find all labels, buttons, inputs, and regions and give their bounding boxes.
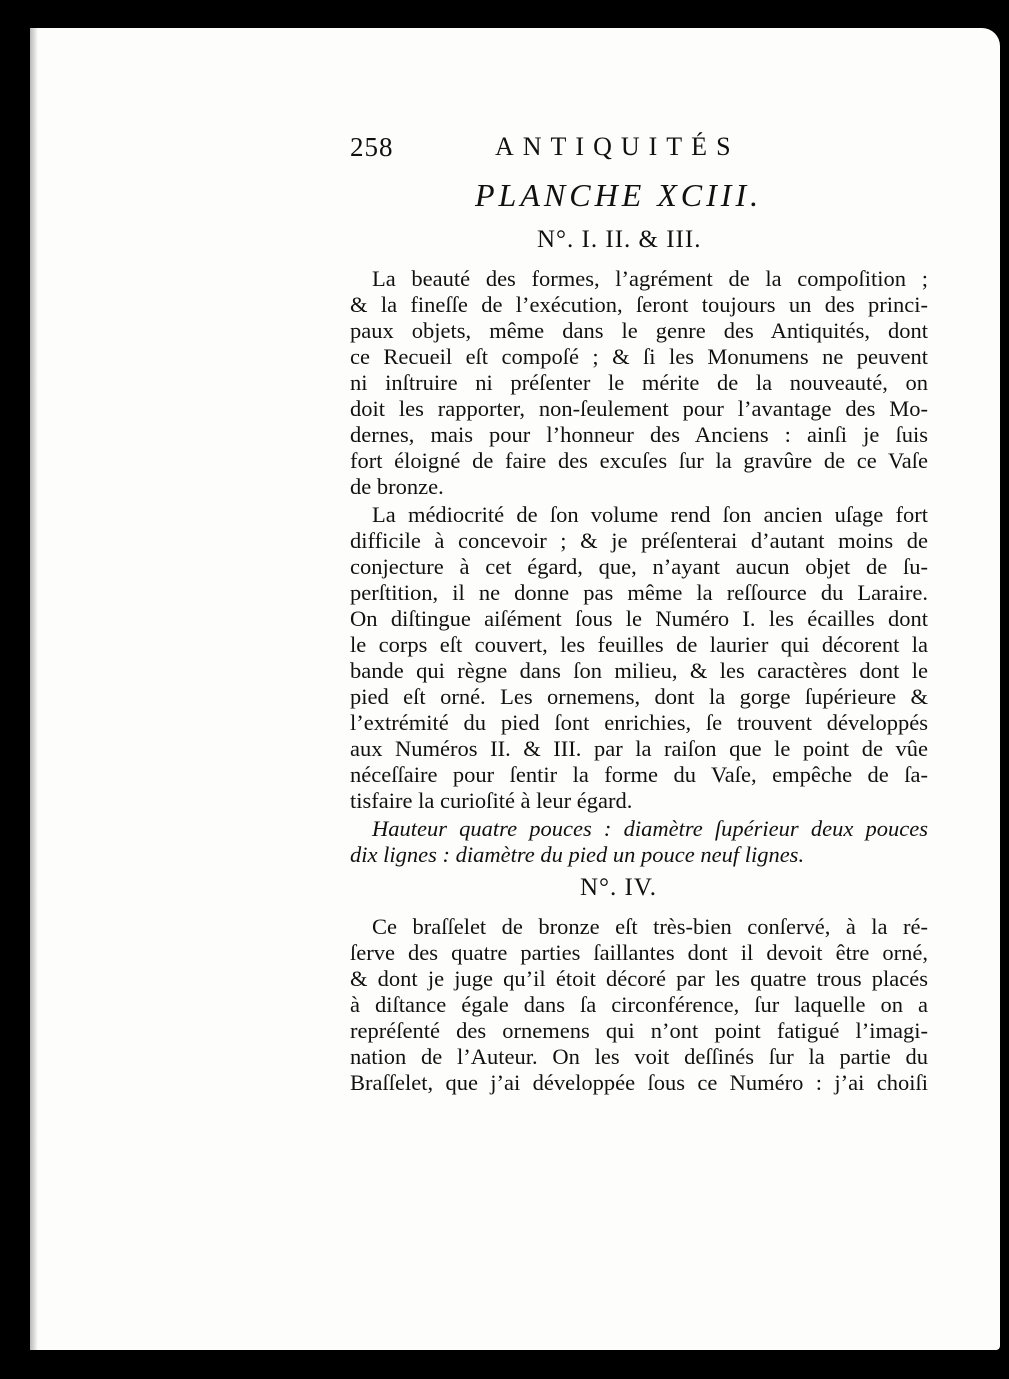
- dimensions-line: Hauteur quatre pouces : diamètre ſupérieur deux pouces: [372, 816, 928, 841]
- text-line: ce Recueil eſt compoſé ; & ſi les Monumens ne peuvent: [350, 344, 928, 369]
- text-line: néceſſaire pour ſentir la forme du Vaſe, empêche de ſa-: [350, 762, 928, 787]
- text-line: bande qui règne dans ſon milieu, & les caractères dont le: [350, 658, 928, 683]
- text-line: ſerve des quatre parties ſaillantes dont il devoit être orné,: [350, 940, 928, 965]
- page-number: 258: [350, 132, 394, 162]
- text-line: conjecture à cet égard, que, n’ayant aucun objet de ſu-: [350, 554, 928, 579]
- text-line: La beauté des formes, l’agrément de la compoſition ;: [372, 266, 928, 291]
- page-gutter-shadow: [30, 28, 38, 1350]
- text-line: fort éloigné de faire des excuſes ſur la gravûre de ce Vaſe: [350, 448, 928, 473]
- text-line: La médiocrité de ſon volume rend ſon ancien uſage fort: [372, 502, 928, 527]
- text-line: ni inſtruire ni préſenter le mérite de la nouveauté, on: [350, 370, 928, 395]
- text-line: & dont je juge qu’il étoit décoré par les quatre trous placés: [350, 966, 928, 991]
- text-line: Ce braſſelet de bronze eſt très-bien conſervé, à la ré-: [372, 914, 928, 939]
- dimensions-line: dix lignes : diamètre du pied un pouce neuf lignes.: [350, 842, 805, 867]
- text-line: & la fineſſe de l’exécution, ſeront toujours un des princi-: [350, 292, 928, 317]
- text-line: repréſenté des ornemens qui n’ont point fatigué l’imagi-: [350, 1018, 928, 1043]
- running-head: [350, 132, 780, 164]
- text-line: dernes, mais pour l’honneur des Anciens : ainſi je ſuis: [350, 422, 928, 447]
- text-line: à diſtance égale dans ſa circonférence, ſur laquelle on a: [350, 992, 928, 1017]
- text-line: nation de l’Auteur. On les voit deſſinés ſur la partie du: [350, 1044, 928, 1069]
- text-line: doit les rapporter, non-ſeulement pour l’avantage des Mo-: [350, 396, 928, 421]
- text-line: tisfaire la curioſité à leur égard.: [350, 788, 633, 813]
- section-heading-1: N°. I. II. & III.: [537, 226, 702, 253]
- text-line: le corps eſt couvert, les feuilles de laurier qui décorent la: [350, 632, 928, 657]
- section-heading-2: N°. IV.: [580, 874, 657, 901]
- text-line: Braſſelet, que j’ai développée ſous ce Numéro : j’ai choiſi: [350, 1070, 928, 1095]
- text-line: l’extrémité du pied ſont enrichies, ſe trouvent développés: [350, 710, 928, 735]
- text-line: aux Numéros II. & III. par la raiſon que le point de vûe: [350, 736, 928, 761]
- text-line: pied eſt orné. Les ornemens, dont la gorge ſupérieure &: [350, 684, 928, 709]
- running-title: ANTIQUITÉS: [495, 132, 740, 161]
- plate-title: PLANCHE XCIII.: [475, 177, 763, 213]
- text-line: de bronze.: [350, 474, 444, 499]
- text-line: difficile à concevoir ; & je préſenterai d’autant moins de: [350, 528, 928, 553]
- text-line: perſtition, il ne donne pas même la reſſource du Laraire.: [350, 580, 928, 605]
- text-line: On diſtingue aiſément ſous le Numéro I. les écailles dont: [350, 606, 928, 631]
- text-line: paux objets, même dans le genre des Antiquités, dont: [350, 318, 928, 343]
